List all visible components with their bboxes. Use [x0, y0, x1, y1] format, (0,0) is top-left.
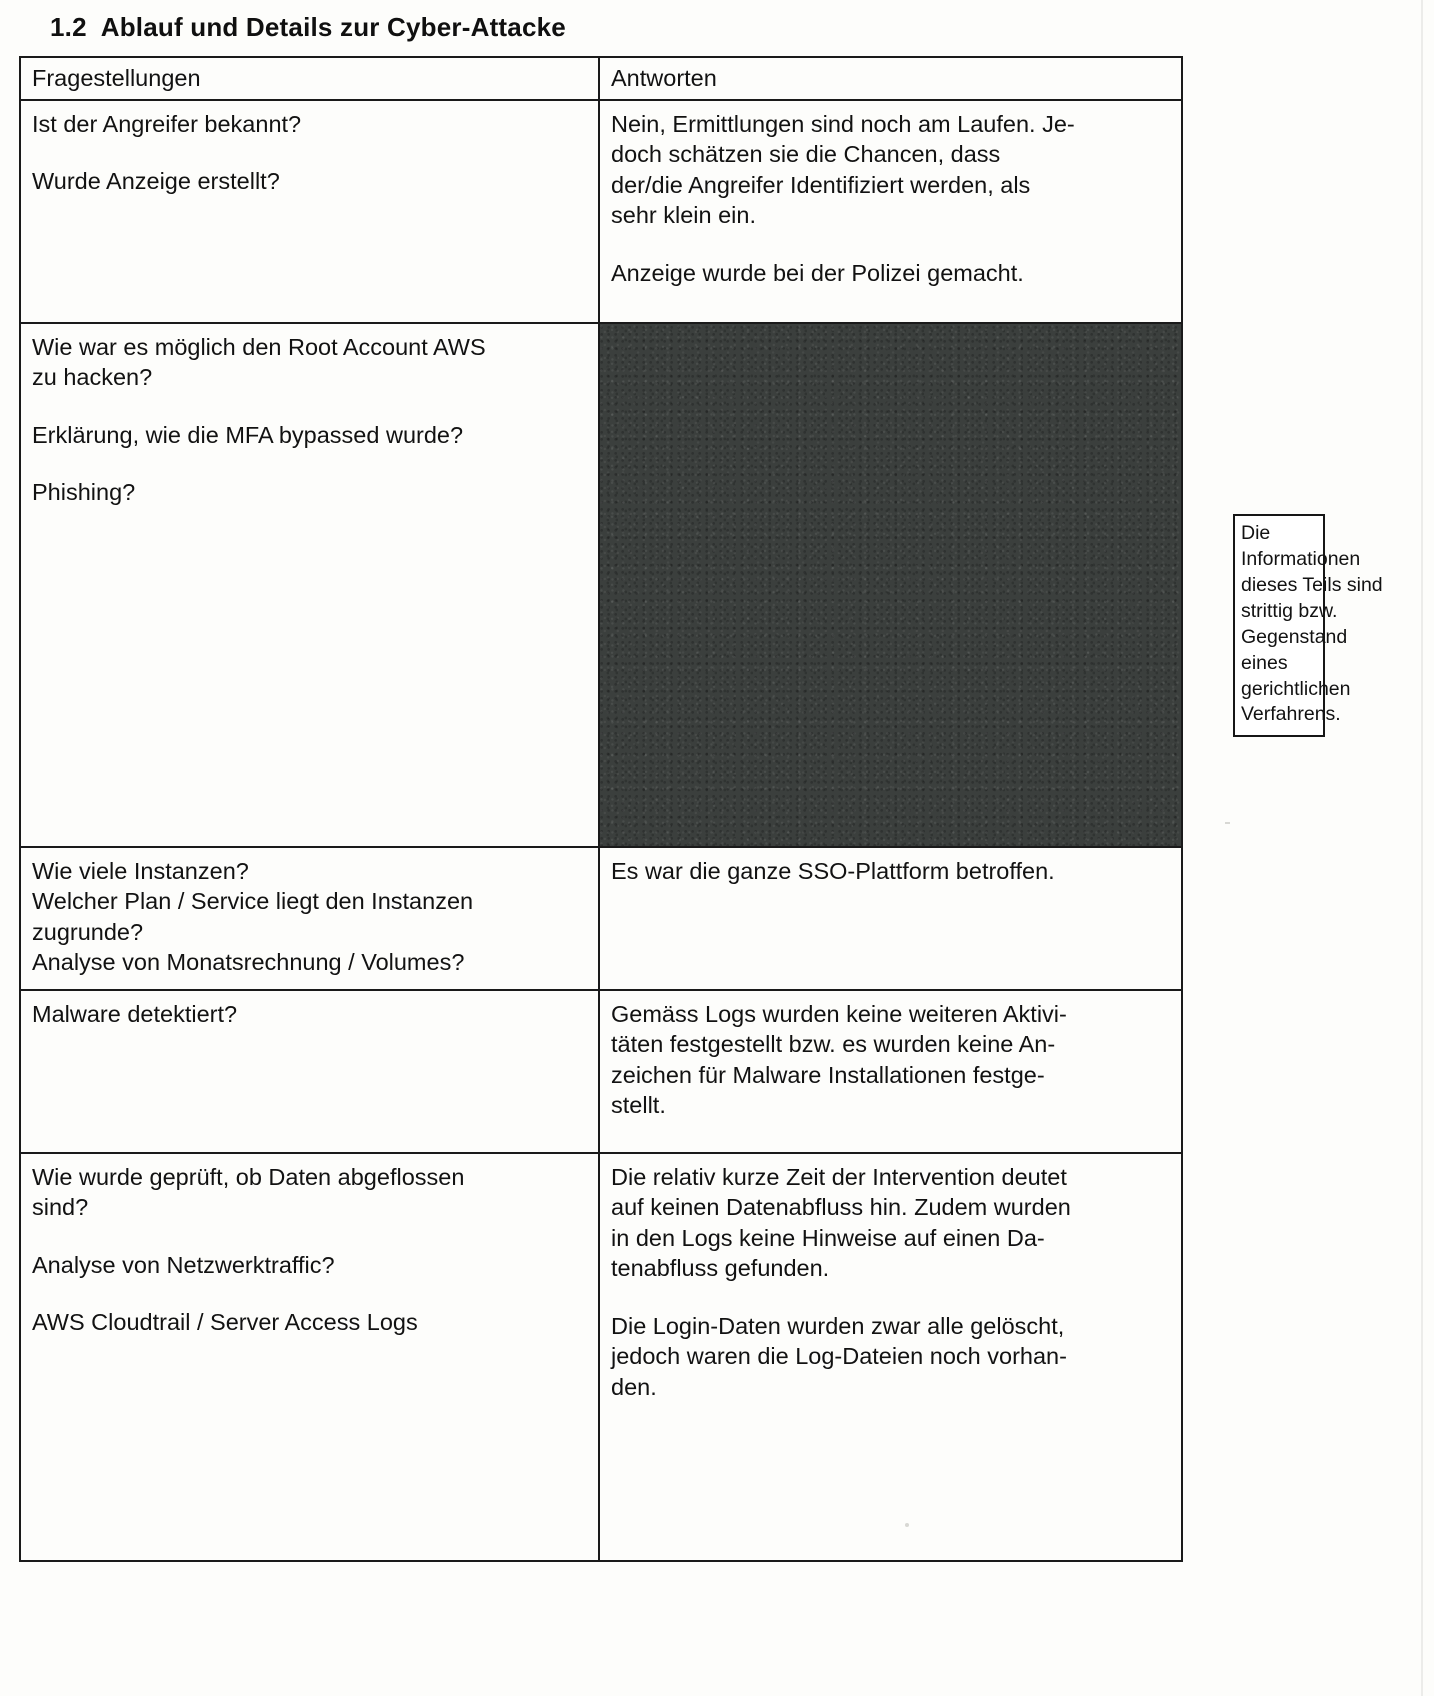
answer-line: tenabfluss gefunden.	[611, 1255, 830, 1282]
side-note-line: gerichtlichen	[1241, 677, 1351, 700]
answer-line: Die relativ kurze Zeit der Intervention deutet	[611, 1163, 1067, 1190]
question-line: Phishing?	[32, 479, 136, 506]
answer-line: Es war die ganze SSO-Plattform betroffen.	[611, 857, 1055, 884]
side-note-line: Die	[1241, 522, 1271, 544]
answer-line: Anzeige wurde bei der Polizei gemacht.	[611, 259, 1024, 286]
table-row	[20, 1153, 1182, 1561]
answer-line: auf keinen Datenabfluss hin. Zudem wurden	[611, 1194, 1071, 1221]
spacer	[32, 1223, 588, 1250]
question-line: Erklärung, wie die MFA bypassed wurde?	[32, 421, 464, 448]
table-row	[20, 990, 1182, 1153]
question-cell	[20, 990, 599, 1153]
answer-line: jedoch waren die Log-Dateien noch vorhan-	[611, 1343, 1067, 1370]
side-note-line: strittig bzw.	[1241, 599, 1338, 622]
answer-line: der/die Angreifer Identifiziert werden, als	[611, 171, 1031, 198]
section-heading	[50, 12, 566, 43]
scan-speck-artifact	[1225, 822, 1230, 824]
scan-edge-artifact	[1421, 0, 1423, 1696]
spacer	[32, 1280, 588, 1307]
section-title: Ablauf und Details zur Cyber-Attacke	[100, 12, 566, 42]
question-line: zugrunde?	[32, 918, 144, 945]
answer-cell	[599, 990, 1182, 1153]
question-line: Ist der Angreifer bekannt?	[32, 110, 302, 137]
answer-cell	[599, 1153, 1182, 1561]
question-line: Wie wurde geprüft, ob Daten abgeflossen	[32, 1163, 465, 1190]
answer-line: täten festgestellt bzw. es wurden keine An-	[611, 1031, 1056, 1058]
answer-line: den.	[611, 1373, 657, 1400]
spacer	[32, 450, 588, 477]
spacer	[32, 139, 588, 166]
side-note-line: Gegenstand	[1241, 625, 1348, 648]
table-row	[20, 100, 1182, 323]
table-row	[20, 847, 1182, 990]
section-number: 1.2	[50, 12, 87, 42]
answer-line: Gemäss Logs wurden keine weiteren Aktivi-	[611, 1000, 1067, 1027]
side-note-line: eines	[1241, 651, 1288, 674]
question-cell	[20, 323, 599, 847]
spacer	[611, 1284, 1171, 1311]
answer-line: doch schätzen sie die Chancen, dass	[611, 141, 1001, 168]
question-cell	[20, 100, 599, 323]
question-line: Analyse von Netzwerktraffic?	[32, 1251, 335, 1278]
question-line: Analyse von Monatsrechnung / Volumes?	[32, 949, 465, 976]
answer-cell	[599, 100, 1182, 323]
question-cell	[20, 1153, 599, 1561]
scan-speck-artifact	[905, 1523, 909, 1527]
answer-line: zeichen für Malware Installationen festge-	[611, 1061, 1045, 1088]
table-header-row	[20, 57, 1182, 100]
question-line: Wie viele Instanzen?	[32, 857, 249, 884]
spacer	[32, 393, 588, 420]
question-cell	[20, 847, 599, 990]
answer-cell-redacted	[599, 323, 1182, 847]
question-line: Malware detektiert?	[32, 1000, 238, 1027]
question-line: zu hacken?	[32, 364, 153, 391]
table-row	[20, 323, 1182, 847]
question-line: Welcher Plan / Service liegt den Instanzen	[32, 888, 474, 915]
side-note-box	[1233, 514, 1383, 737]
answer-line: Die Login-Daten wurden zwar alle gelöscht,	[611, 1312, 1065, 1339]
answer-line: sehr klein ein.	[611, 202, 756, 229]
spacer	[611, 231, 1171, 258]
side-note-line: Verfahrens.	[1241, 703, 1341, 726]
redaction-block	[600, 324, 1181, 846]
answer-line: in den Logs keine Hinweise auf einen Da-	[611, 1224, 1045, 1251]
column-header-answers: Antworten	[599, 57, 1182, 100]
qa-table	[19, 56, 1183, 1562]
column-header-questions: Fragestellungen	[20, 57, 599, 100]
answer-line: Nein, Ermittlungen sind noch am Laufen. Je-	[611, 110, 1075, 137]
question-line: AWS Cloudtrail / Server Access Logs	[32, 1309, 418, 1336]
answer-line: stellt.	[611, 1092, 666, 1119]
question-line: Wurde Anzeige erstellt?	[32, 168, 280, 195]
question-line: sind?	[32, 1194, 89, 1221]
side-note-line: Informationen	[1241, 547, 1361, 570]
question-line: Wie war es möglich den Root Account AWS	[32, 333, 486, 360]
side-note-line: dieses Teils sind	[1241, 573, 1383, 596]
answer-cell	[599, 847, 1182, 990]
